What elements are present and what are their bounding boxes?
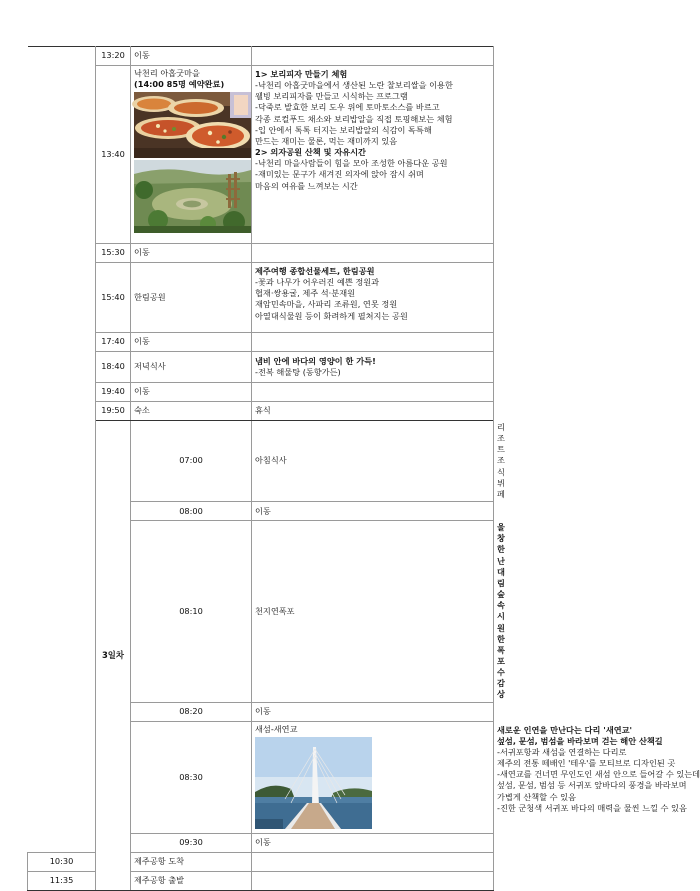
time-cell: 08:10 (131, 521, 252, 703)
description-cell (252, 66, 494, 244)
desc-line: -전복 해물탕 (동향가든) (255, 367, 341, 377)
desc-line: 재암민속마을, 사파리 조류원, 연못 정원 (255, 299, 398, 310)
itinerary-table (27, 46, 700, 891)
row-1740 (28, 333, 494, 352)
place-name: 새섬-새연교 (255, 723, 298, 734)
pizza-photo (134, 92, 251, 158)
desc-line: 아열대식물원 등이 화려하게 펼쳐지는 공원 (255, 310, 408, 321)
row-1530 (28, 244, 494, 263)
row-1340 (28, 66, 494, 244)
desc-line: 1> 보리피자 만들기 체험 (255, 69, 348, 79)
desc-line: -입 안에서 톡톡 터지는 보리밥알의 식감이 독특해 (255, 124, 432, 135)
description-cell (252, 263, 494, 333)
activity-cell: 이동 (131, 47, 252, 66)
activity-cell (131, 66, 252, 244)
description-cell (252, 333, 494, 352)
time-cell: 13:40 (96, 66, 131, 244)
time-cell: 15:40 (96, 263, 131, 333)
time-cell: 17:40 (96, 333, 131, 352)
row-1840 (28, 352, 494, 383)
row-1320 (28, 47, 494, 66)
desc-line: -재미있는 문구가 새겨진 의자에 앉아 잠시 쉬며 (255, 169, 424, 180)
description-cell (252, 47, 494, 66)
activity-cell: 이동 (252, 502, 494, 521)
time-cell: 09:30 (131, 833, 252, 852)
activity-cell: 제주공항 출발 (131, 871, 252, 890)
row-0830: 08:30 새섬-새연교 새로운 인연을 만난다는 다리 '새연교' 섶섬, 문섬, 범섬을 바라보며 걷는 해안 산책길 -서귀포항과 새섬을 연결하는 다리로 제주의 전통 떼배인 '테우'를 모티브로 디자인된 곳 -새연교를 건너면 무인도인 새섬 안으로 들어갈 수 있는데 섶섬, 문섬, 범섬 등 서귀포 앞바다의 풍경을 바라보며 가볍게 산책할 수 있음 -진한 군청색 서귀포 바다의 매력을 물씬 느낄 수 있음 (28, 721, 494, 833)
desc-line: 각종 로컬푸드 채소와 보리밥알을 직접 토핑해보는 체험 (255, 113, 453, 124)
desc-line: 제주여행 종합선물세트, 한림공원 (255, 266, 375, 276)
time-cell: 08:20 (131, 702, 252, 721)
time-cell: 11:35 (28, 871, 96, 890)
activity-cell: 천지연폭포 (252, 521, 494, 703)
row-1950 (28, 402, 494, 421)
chair-park-photo (134, 160, 251, 233)
row-0700: 3일차 07:00 아침식사 리조트 조식 뷔페 (28, 421, 494, 502)
desc-line: 2> 의자공원 산책 및 자유시간 (255, 147, 366, 158)
description-cell (252, 383, 494, 402)
row-1940 (28, 383, 494, 402)
desc-line: 마음의 여유를 느껴보는 시간 (255, 180, 358, 191)
activity-cell: 제주공항 도착 (131, 852, 252, 871)
desc-line: -꽃과 나무가 어우러진 예쁜 정원과 (255, 277, 380, 288)
time-cell: 10:30 (28, 852, 96, 871)
activity-cell: 한림공원 (131, 263, 252, 333)
activity-cell: 저녁식사 (131, 352, 252, 383)
desc-line: -닥죽로 발효한 보리 도우 위에 토마토소스를 바르고 (255, 102, 440, 113)
saeyeon-bridge-photo (255, 737, 372, 829)
row-0810: 08:10 천지연폭포 울창한 난대림 숲 속 시원한 폭포수 감상 (28, 521, 494, 703)
time-cell: 15:30 (96, 244, 131, 263)
activity-cell: 이동 (131, 333, 252, 352)
time-cell: 18:40 (96, 352, 131, 383)
desc-line: -낙천리 아홉굿마을에서 생산된 노란 찰보리쌀을 이용한 (255, 80, 453, 91)
activity-cell: 아침식사 (252, 421, 494, 502)
description-cell: 휴식 (252, 402, 494, 421)
time-cell: 08:00 (131, 502, 252, 521)
description-cell (252, 244, 494, 263)
activity-cell (252, 721, 494, 833)
time-cell: 08:30 (131, 721, 252, 833)
place-name: 낙천리 아홉굿마을 (134, 68, 200, 78)
desc-line: 만드는 재미는 물론, 먹는 재미까지 있음 (255, 135, 398, 146)
activity-cell: 이동 (131, 383, 252, 402)
activity-cell: 숙소 (131, 402, 252, 421)
desc-line: 웰빙 보리피자를 만들고 시식하는 프로그램 (255, 91, 408, 102)
desc-line: -낙천리 마을사람들이 힘을 모아 조성한 아름다운 공원 (255, 158, 448, 169)
activity-cell: 이동 (252, 833, 494, 852)
description-cell (252, 871, 494, 890)
time-cell: 13:20 (96, 47, 131, 66)
desc-line: 협재·쌍용굴, 제주 석·분재원 (255, 288, 356, 299)
activity-cell: 이동 (252, 702, 494, 721)
day2-label-cell (28, 47, 96, 853)
reservation-note: (14:00 85명 예약완료) (134, 79, 225, 90)
row-1540 (28, 263, 494, 333)
time-cell: 07:00 (131, 421, 252, 502)
time-cell: 19:50 (96, 402, 131, 421)
activity-cell: 이동 (131, 244, 252, 263)
description-cell (252, 352, 494, 383)
day-label: 3일차 (96, 421, 131, 891)
time-cell: 19:40 (96, 383, 131, 402)
description-cell (252, 852, 494, 871)
desc-line: 냄비 안에 바다의 영양이 한 가득! (255, 355, 376, 366)
